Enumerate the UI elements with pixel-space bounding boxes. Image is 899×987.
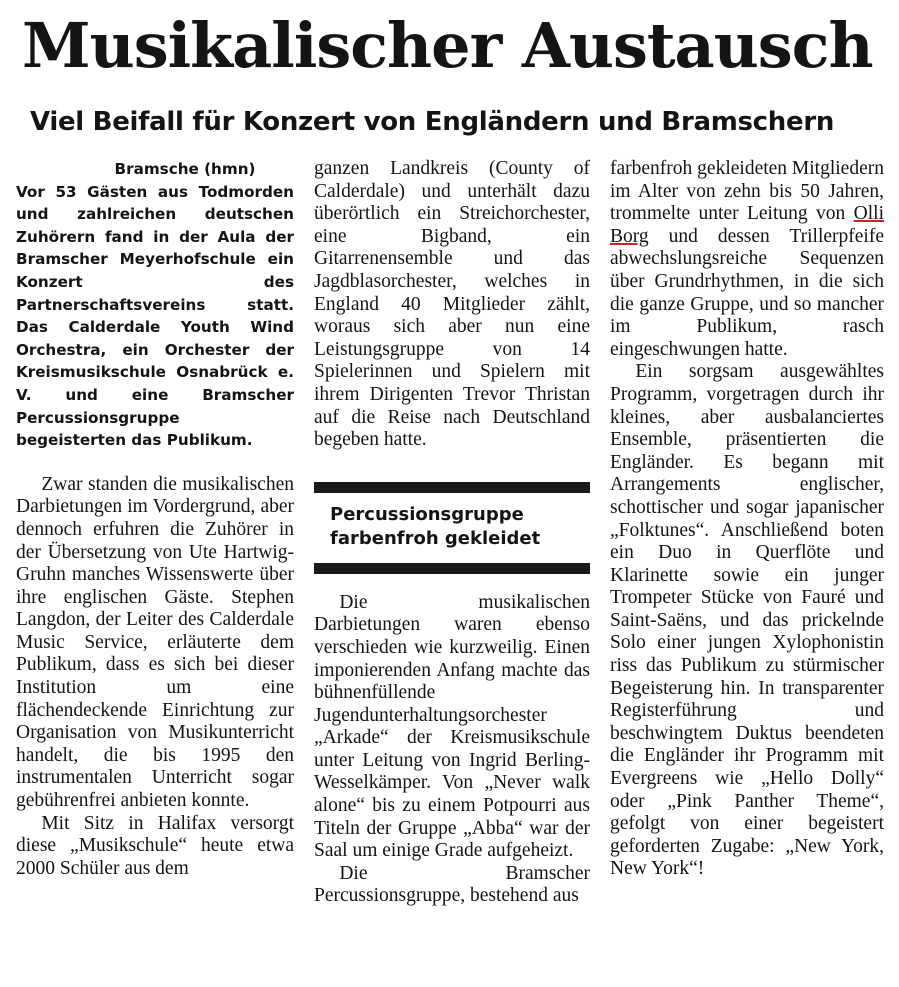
subheadline: Viel Beifall für Konzert von Engländern und Bramschern (30, 107, 835, 137)
column-1 (16, 158, 294, 987)
divider-bar-top (314, 482, 590, 493)
paragraph-gap (16, 452, 294, 474)
divider-bar-bottom (314, 563, 590, 574)
body-paragraph (610, 158, 884, 361)
lead-text: Vor 53 Gästen aus Todmorden und zahlreichen deutschen Zuhörern fand in der Aula der Bramscher Meyerhofschule ein Konzert des Partnerschaftsvereins statt. Das Calderdale Youth Wind Orchestra, ein Orchester der Kreismusikschule Osnabrück e. V. und eine Bramscher Percussionsgruppe begeisterten das Publikum. (16, 182, 294, 450)
body-paragraph: Mit Sitz in Halifax versorgt diese „Musikschule“ heute etwa 2000 Schüler aus dem (16, 812, 294, 879)
body-paragraph: Die Bramscher Percussionsgruppe, bestehend aus (314, 862, 590, 907)
underlined-name: Olli Borg (610, 203, 884, 247)
text-run: und dessen Trillerpfeife abwechslungsreiche Sequenzen über Grundrhythmen, in die sich die ganze Gruppe, und so mancher im Publikum, rasch eingeschwungen hatte. (610, 225, 884, 360)
lead-paragraph (16, 158, 294, 452)
body-paragraph: ganzen Landkreis (County of Calderdale) und unterhält dazu überörtlich ein Streichorchester, eine Bigband, ein Gitarrenensemble und das Jagdblasorchester, welches in England 40 Mitglieder zählt, woraus sich aber nun eine Leistungsgruppe von 14 Spielerinnen und Spielern mit ihrem Dirigenten Trevor Thristan auf die Reise nach Deutschland begeben hatte. (314, 158, 590, 451)
text-run: farbenfroh gekleideten Mitgliedern im Alter von zehn bis 50 Jahren, trommelte unter Leitung von (610, 158, 884, 225)
section-heading-line: farbenfroh gekleidet (330, 527, 541, 549)
dateline: Bramsche (hmn) (114, 160, 256, 178)
body-paragraph: Ein sorgsam ausgewähltes Programm, vorgetragen durch ihr kleines, aber ausbalanciertes Ensemble, präsentierten die Engländer. Es begann mit Arrangements englischer, schottischer und sogar japanischer „Folktunes“. Anschließend boten ein Duo in Querflöte und Klarinette sowie ein junger Trompeter Stücke von Fauré und Saint-Saëns, und das prickelnde Solo einer jungen Xylophonistin riss das Publikum zu stürmischer Begeisterung hin. In transparenter Registerführung und beschwingtem Duktus beendeten die Engländer ihr Programm mit Evergreens wie „Hello Dolly“ oder „Pink Panther Theme“, gefolgt von einer begeistert geforderten Zugabe: „New York, New York“! (610, 361, 884, 880)
column-3 (610, 158, 884, 987)
body-paragraph: Zwar standen die musikalischen Darbietungen im Vordergrund, aber dennoch erfuhren die Zuhörer in der Übersetzung von Ute Hartwig-Gruhn manches Wissenswerte über ihre englischen Gäste. Stephen Langdon, der Leiter des Calderdale Music Service, erläuterte dem Publikum, dass es sich bei dieser Institution um eine flächendeckende Einrichtung zur Organisation von Musikunterricht handelt, die bis 1995 den instrumentalen Unterricht sogar gebührenfrei anbieten konnte. (16, 473, 294, 812)
body-paragraph: Die musikalischen Darbietungen waren ebenso verschieden wie kurzweilig. Einen imponierenden Anfang machte das bühnenfüllende Jugendunterhaltungsorchester „Arkade“ der Kreismusikschule unter Leitung von Ingrid Berling-Wesselkämper. Von „Never walk alone“ bis zu einem Potpourri aus Titeln der Gruppe „Abba“ war der Saal um einige Grade aufgeheizt. (314, 591, 590, 862)
section-heading (314, 503, 590, 551)
column-2 (314, 158, 590, 987)
section-heading-line: Percussionsgruppe (330, 503, 524, 525)
headline: Musikalischer Austausch (22, 9, 873, 82)
